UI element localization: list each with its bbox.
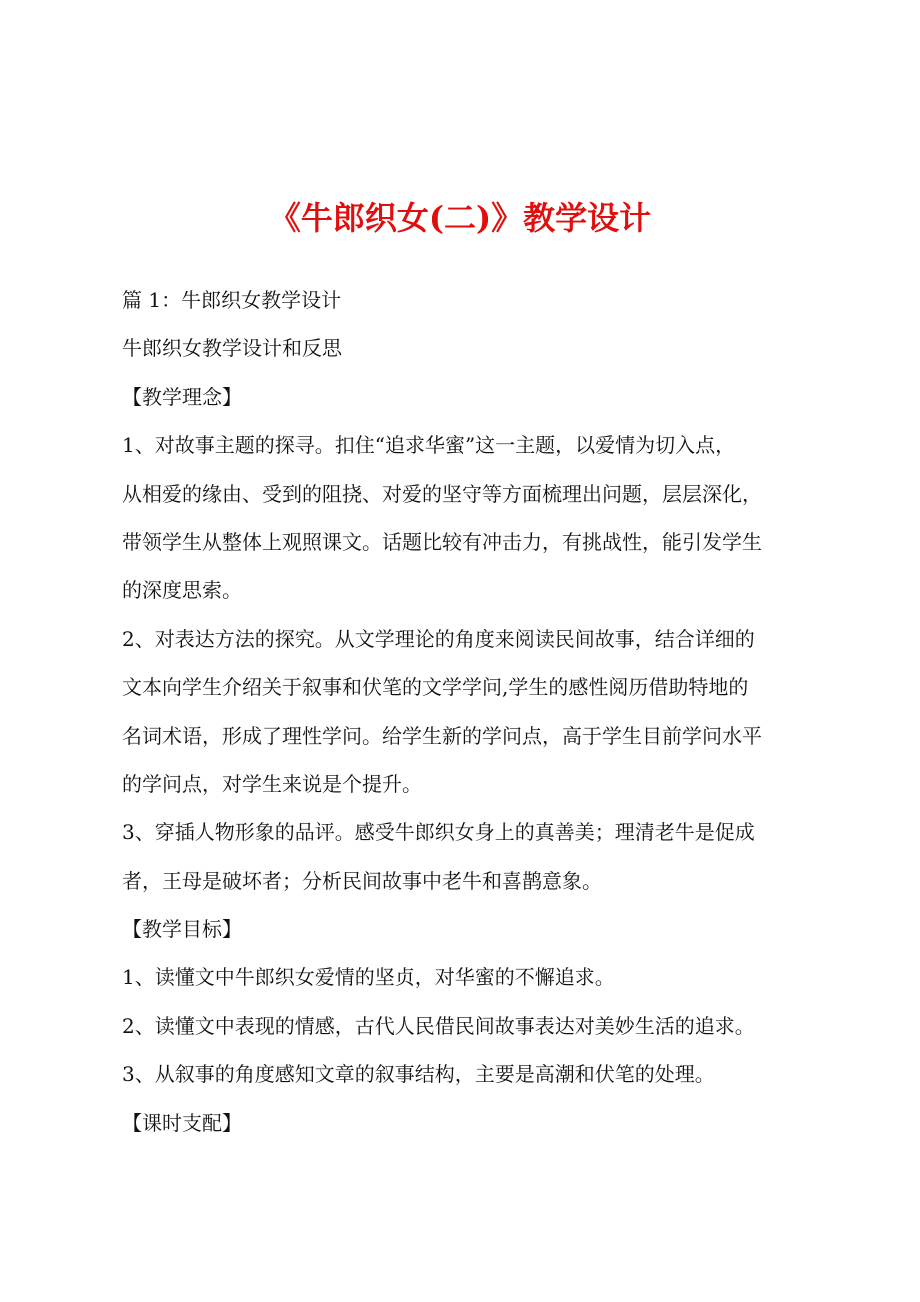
paragraph-line: 的学问点，对学生来说是个提升。 <box>122 771 422 796</box>
paragraph-line: 带领学生从整体上观照课文。话题比较有冲击力，有挑战性，能引发学生 <box>122 529 762 554</box>
goal-item: 2、读懂文中表现的情感，古代人民借民间故事表达对美妙生活的追求。 <box>122 1013 755 1038</box>
paragraph-line: 文本向学生介绍关于叙事和伏笔的文学学问,学生的感性阅历借助特地的 <box>122 675 749 700</box>
bracket-heading-teaching-goals: 【教学目标】 <box>122 917 242 942</box>
bracket-heading-teaching-concept: 【教学理念】 <box>122 384 242 409</box>
goal-item: 1、读懂文中牛郎织女爱情的坚贞，对华蜜的不懈追求。 <box>122 965 615 990</box>
paragraph-line: 从相爱的缘由、受到的阻挠、对爱的坚守等方面梳理出问题，层层深化， <box>122 481 762 506</box>
section-heading: 篇 1：牛郎织女教学设计 <box>122 288 342 312</box>
paragraph-line: 的深度思索。 <box>122 578 242 603</box>
paragraph-line: 2、对表达方法的探究。从文学理论的角度来阅读民间故事，结合详细的 <box>122 626 755 651</box>
paragraph-line: 者，王母是破坏者；分析民间故事中老牛和喜鹊意象。 <box>122 868 602 893</box>
bracket-heading-class-schedule: 【课时支配】 <box>122 1110 242 1135</box>
document-title: 《牛郎织女(二)》教学设计 <box>268 199 652 237</box>
paragraph-line: 名词术语，形成了理性学问。给学生新的学问点，高于学生目前学问水平 <box>122 723 762 748</box>
document-body <box>122 276 812 1147</box>
subtitle: 牛郎织女教学设计和反思 <box>122 336 342 361</box>
paragraph-line: 1、对故事主题的探寻。扣住“追求华蜜”这一主题，以爱情为切入点， <box>122 433 736 458</box>
paragraph-line: 3、穿插人物形象的品评。感受牛郎织女身上的真善美；理清老牛是促成 <box>122 820 755 845</box>
goal-item: 3、从叙事的角度感知文章的叙事结构，主要是高潮和伏笔的处理。 <box>122 1062 715 1087</box>
